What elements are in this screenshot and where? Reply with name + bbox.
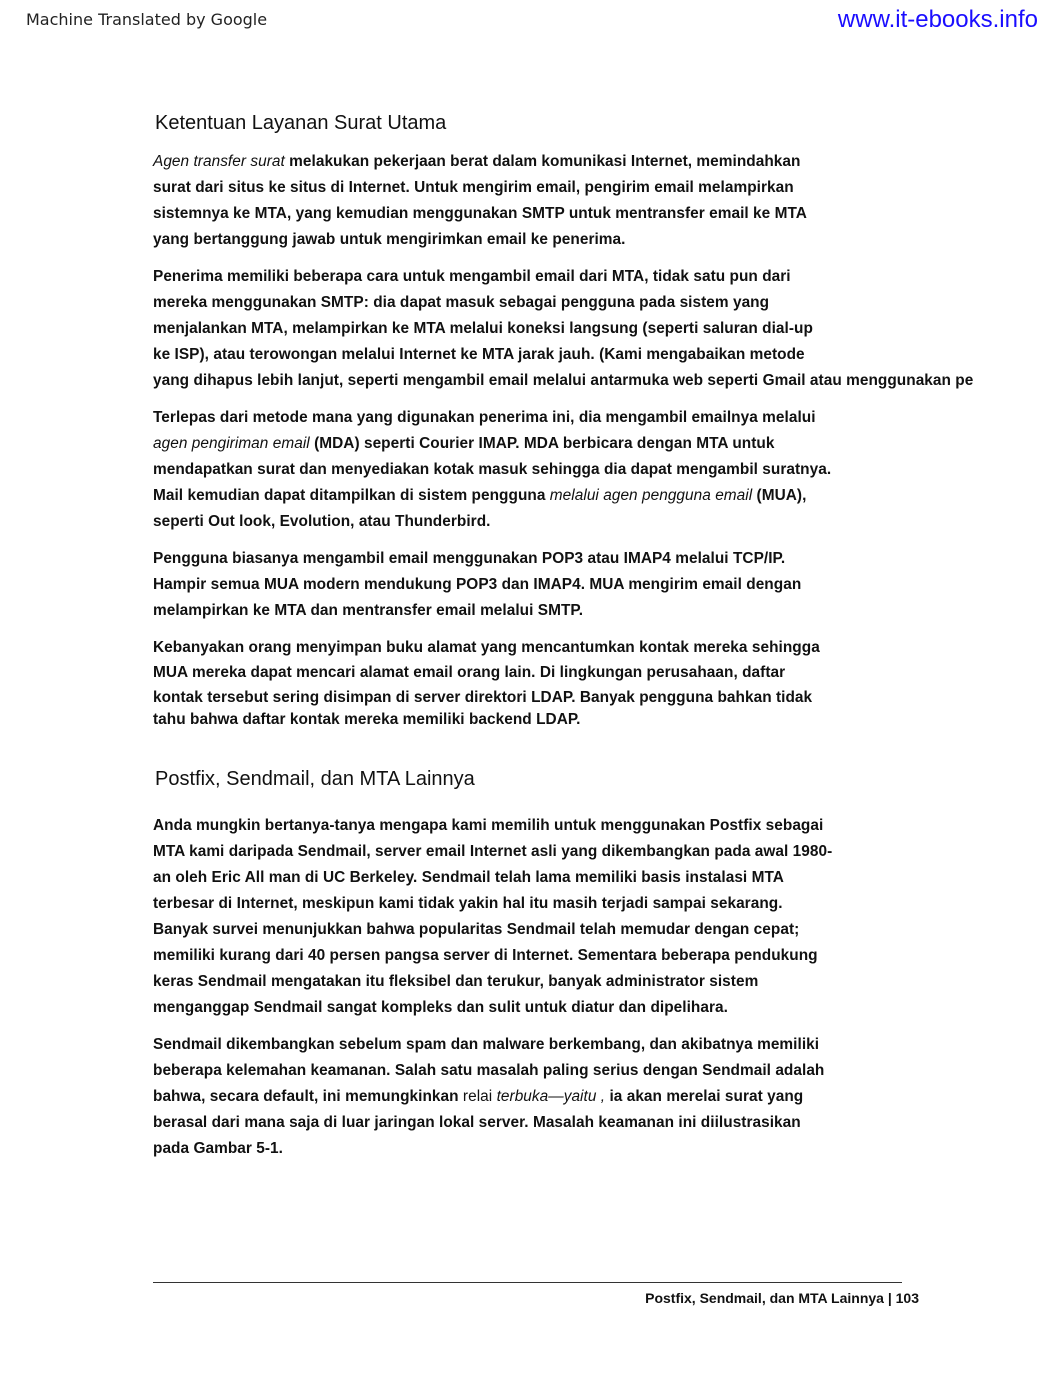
footer-divider <box>153 1282 902 1283</box>
text-line <box>153 149 905 175</box>
text-line: melampirkan ke MTA dan mentransfer email melalui SMTP. <box>153 602 584 619</box>
text-line: Banyak survei menunjukkan bahwa popularitas Sendmail telah memudar dengan cepat; <box>153 921 800 938</box>
text-line: menjalankan MTA, melampirkan ke MTA melalui koneksi langsung (seperti saluran dial-up <box>153 320 813 337</box>
text-run: (MDA) seperti Courier IMAP. MDA berbicara dengan MTA untuk <box>309 435 775 452</box>
text-line: sistemnya ke MTA, yang kemudian menggunakan SMTP untuk mentransfer email ke MTA <box>153 205 807 222</box>
text-run: ia akan merelai surat yang <box>605 1088 804 1105</box>
text-run: melakukan pekerjaan berat dalam komunikasi Internet, memindahkan <box>284 153 801 170</box>
text-line: seperti Out look, Evolution, atau Thunderbird. <box>153 513 491 530</box>
text-line: pada Gambar 5-1. <box>153 1140 283 1157</box>
text-line: yang bertanggung jawab untuk mengirimkan email ke penerima. <box>153 231 626 248</box>
text-line: Pengguna biasanya mengambil email menggunakan POP3 atau IMAP4 melalui TCP/IP. <box>153 550 786 567</box>
page-content <box>153 112 974 1173</box>
paragraph <box>153 264 974 394</box>
text-line: Penerima memiliki beberapa cara untuk mengambil email dari MTA, tidak satu pun dari <box>153 268 791 285</box>
text-line: surat dari situs ke situs di Internet. Untuk mengirim email, pengirim email melampirkan <box>153 179 794 196</box>
text-line: MTA kami daripada Sendmail, server email Internet asli yang dikembangkan pada awal 1980- <box>153 843 833 860</box>
text-line: Sendmail dikembangkan sebelum spam dan malware berkembang, dan akibatnya memiliki <box>153 1036 820 1053</box>
section-heading: Postfix, Sendmail, dan MTA Lainnya <box>155 768 475 790</box>
text-line: berasal dari mana saja di luar jaringan lokal server. Masalah keamanan ini diilustrasikan <box>153 1114 801 1131</box>
text-line: MUA mereka dapat mencari alamat email orang lain. Di lingkungan perusahaan, daftar <box>153 664 786 681</box>
text-line: Hampir semua MUA modern mendukung POP3 dan IMAP4. MUA mengirim email dengan <box>153 576 802 593</box>
section-postfix-sendmail <box>153 768 905 1162</box>
paragraph <box>153 635 905 730</box>
text-line: ke ISP), atau terowongan melalui Internet ke MTA jarak jauh. (Kami mengabaikan metode <box>153 346 805 363</box>
text-run-regular: relai <box>462 1088 497 1105</box>
text-run: (MUA), <box>752 487 807 504</box>
text-line-overflow: yang dihapus lebih lanjut, seperti mengambil email melalui antarmuka web seperti Gmail atau menggunakan pe <box>153 372 974 389</box>
paragraph <box>153 405 905 535</box>
site-link[interactable]: www.it-ebooks.info <box>837 6 1038 33</box>
text-line <box>153 431 905 457</box>
italic-term: Agen transfer surat <box>153 153 285 170</box>
text-line <box>153 483 905 509</box>
italic-term: melalui agen pengguna email <box>549 487 753 504</box>
text-line: beberapa kelemahan keamanan. Salah satu masalah paling serius dengan Sendmail adalah <box>153 1062 825 1079</box>
text-line: Kebanyakan orang menyimpan buku alamat yang mencantumkan kontak mereka sehingga <box>153 639 820 656</box>
paragraph <box>153 813 905 1021</box>
text-line: keras Sendmail mengatakan itu fleksibel dan terukur, banyak administrator sistem <box>153 973 759 990</box>
text-run: bahwa, secara default, ini memungkinkan <box>153 1088 463 1105</box>
text-line <box>153 1084 905 1110</box>
italic-term: agen pengiriman email <box>153 435 310 452</box>
text-line: mendapatkan surat dan menyediakan kotak masuk sehingga dia dapat mengambil suratnya. <box>153 461 832 478</box>
paragraph <box>153 149 905 253</box>
text-line: kontak tersebut sering disimpan di server direktori LDAP. Banyak pengguna bahkan tidak <box>153 689 813 706</box>
text-line: mereka menggunakan SMTP: dia dapat masuk sebagai pengguna pada sistem yang <box>153 294 770 311</box>
paragraph <box>153 1032 905 1162</box>
section-mail-terms <box>153 112 974 730</box>
text-run: Mail kemudian dapat ditampilkan di sistem pengguna <box>153 487 550 504</box>
text-line: menganggap Sendmail sangat kompleks dan sulit untuk diatur dan dipelihara. <box>153 999 728 1016</box>
text-line: Terlepas dari metode mana yang digunakan penerima ini, dia mengambil emailnya melalui <box>153 409 816 426</box>
text-line: Anda mungkin bertanya-tanya mengapa kami memilih untuk menggunakan Postfix sebagai <box>153 817 824 834</box>
section-heading: Ketentuan Layanan Surat Utama <box>155 112 447 134</box>
text-line: tahu bahwa daftar kontak mereka memiliki backend LDAP. <box>153 711 581 728</box>
italic-term: terbuka—yaitu , <box>496 1088 606 1105</box>
text-line: an oleh Eric All man di UC Berkeley. Sendmail telah lama memiliki basis instalasi MTA <box>153 869 784 886</box>
machine-translation-notice: Machine Translated by Google <box>26 10 268 29</box>
text-line: terbesar di Internet, meskipun kami tidak yakin hal itu masih terjadi sampai sekarang. <box>153 895 783 912</box>
paragraph <box>153 546 905 624</box>
text-line: memiliki kurang dari 40 persen pangsa server di Internet. Sementara beberapa pendukung <box>153 947 818 964</box>
running-footer: Postfix, Sendmail, dan MTA Lainnya | 103 <box>645 1290 919 1306</box>
